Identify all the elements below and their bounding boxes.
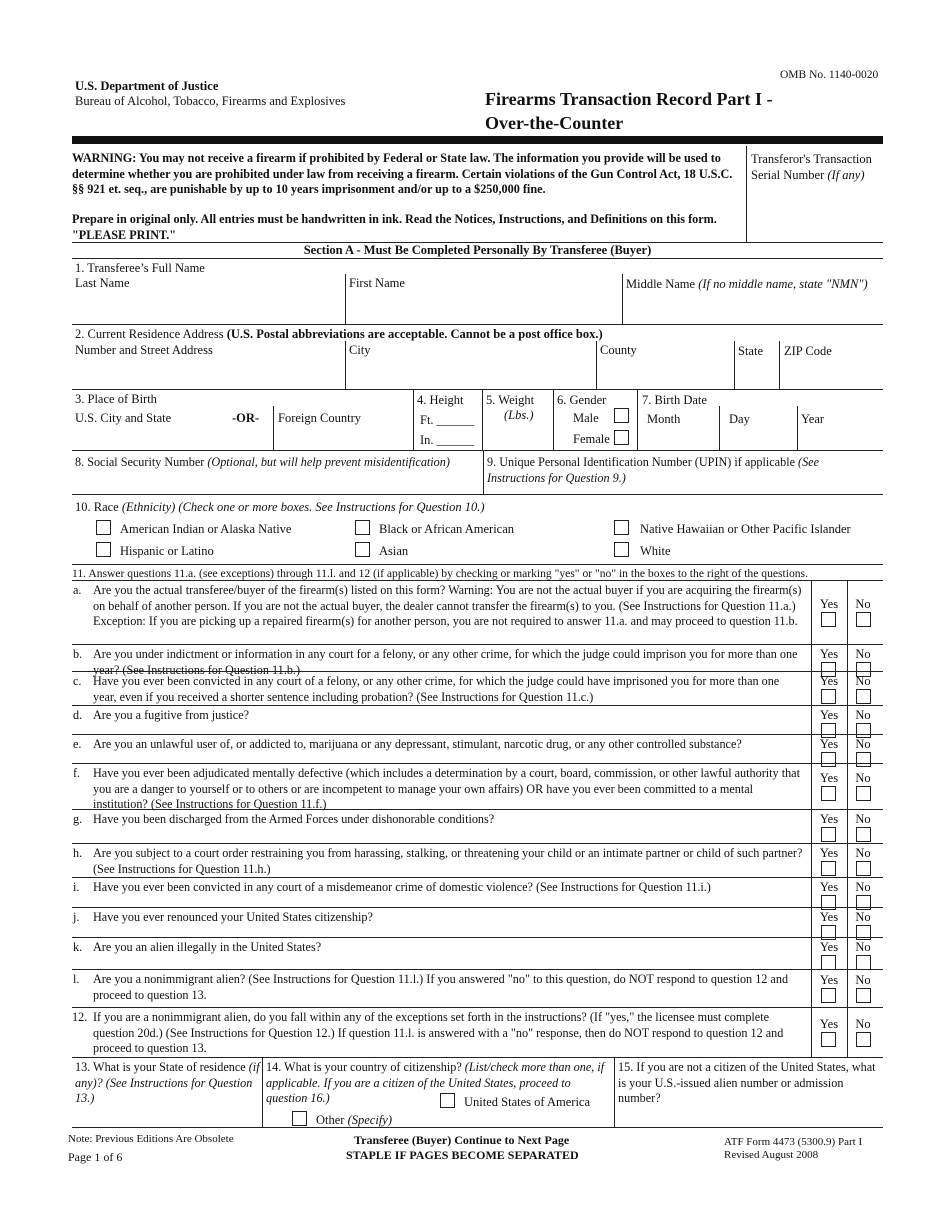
rule [72, 494, 883, 495]
us-city-state-label: U.S. City and State [75, 411, 172, 425]
q1-label: 1. Transferee’s Full Name [75, 261, 205, 275]
no-label: No [855, 880, 871, 894]
q13-state-of-residence [75, 1060, 260, 1107]
omb-number: OMB No. 1140-0020 [780, 69, 879, 81]
rule [72, 1127, 883, 1128]
q15-alien-number: 15. If you are not a citizen of the United States, what is your U.S.-issued alien number or admission number? [618, 1060, 876, 1105]
yes-label: Yes [819, 771, 839, 785]
yes-checkbox[interactable] [821, 612, 836, 627]
serial-note: (If any) [827, 167, 865, 182]
other-note: (Specify) [347, 1113, 393, 1127]
female-label: Female [573, 432, 610, 446]
rule [72, 450, 883, 451]
form-title-line2: Over-the-Counter [485, 113, 624, 133]
section-a-heading: Section A - Must Be Completed Personally By Transferee (Buyer) [303, 243, 652, 257]
question-text: If you are a nonimmigrant alien, do you fall within any of the exceptions set forth in the instructions? (If "yes," the licensee must complete question 20d.) (See Instructions for Question 12.) If question 11.l. is answered with a "no" response, then do NOT respond to question 12 and proceed to question 13. [93, 1010, 784, 1055]
race-hispanic-checkbox[interactable] [96, 542, 111, 557]
yes-checkbox[interactable] [821, 1032, 836, 1047]
yes-label: Yes [819, 880, 839, 894]
no-label: No [855, 647, 871, 661]
no-label: No [855, 910, 871, 924]
question-text: Have you been discharged from the Armed Forces under dishonorable conditions? [93, 812, 495, 826]
yes-checkbox[interactable] [821, 689, 836, 704]
no-checkbox[interactable] [856, 988, 871, 1003]
q2-label-text: 2. Current Residence Address [75, 327, 224, 341]
yes-checkbox[interactable] [821, 861, 836, 876]
question-text: Are you subject to a court order restraining you from harassing, stalking, or threatening your child or an intimate partner or child of such partner? (See Instructions for Question 11.h.) [93, 846, 803, 876]
divider [273, 406, 274, 450]
usa-label: United States of America [464, 1095, 591, 1109]
page-number: Page 1 of 6 [68, 1150, 123, 1164]
middle-name-label [626, 277, 868, 292]
street-label: Number and Street Address [75, 343, 213, 357]
question-letter: d. [73, 708, 83, 722]
no-label: No [855, 771, 871, 785]
question-letter: f. [73, 766, 81, 780]
q13-text: 13. What is your State of residence [75, 1060, 246, 1074]
race-american-indian-checkbox[interactable] [96, 520, 111, 535]
divider [596, 341, 597, 389]
race-black-checkbox[interactable] [355, 520, 370, 535]
last-name-label: Last Name [75, 276, 130, 290]
yes-label: Yes [819, 812, 839, 826]
no-checkbox[interactable] [856, 752, 871, 767]
no-label: No [855, 812, 871, 826]
serial-label-text: Transferor's Transaction Serial Number [751, 152, 872, 182]
no-column-divider [847, 580, 848, 1057]
no-checkbox[interactable] [856, 723, 871, 738]
divider [262, 1057, 263, 1127]
male-label: Male [573, 411, 599, 425]
race-white-checkbox[interactable] [614, 542, 629, 557]
q2-note: (U.S. Postal abbreviations are acceptable. Cannot be a post office box.) [226, 327, 603, 341]
q13-note: (if any)? (See Instructions for Question 13.) [75, 1060, 260, 1105]
q6-gender-label: 6. Gender [557, 393, 607, 407]
rule [72, 843, 883, 844]
yes-checkbox[interactable] [821, 752, 836, 767]
yes-label: Yes [819, 674, 839, 688]
q8-text: 8. Social Security Number [75, 455, 205, 469]
state-label: State [738, 344, 763, 358]
other-citizenship-checkbox[interactable] [292, 1111, 307, 1126]
divider [797, 406, 798, 450]
race-asian-checkbox[interactable] [355, 542, 370, 557]
rule [72, 907, 883, 908]
day-label: Day [729, 412, 750, 426]
middle-name-field[interactable] [626, 292, 881, 322]
question-letter: c. [73, 674, 82, 688]
no-label: No [855, 973, 871, 987]
question-letter: a. [73, 583, 82, 597]
divider [779, 341, 780, 389]
rule [72, 734, 883, 735]
continue-text: Transferee (Buyer) Continue to Next Page [354, 1133, 570, 1147]
obsolete-note: Note: Previous Editions Are Obsolete [68, 1133, 234, 1145]
yes-label: Yes [819, 846, 839, 860]
yes-column-divider [811, 580, 812, 1057]
rule [72, 671, 883, 672]
yes-label: Yes [819, 737, 839, 751]
yes-label: Yes [819, 597, 839, 611]
q7-birth-date-label: 7. Birth Date [642, 393, 707, 407]
question-text: Are you under indictment or information in any court for a felony, or any other crime, for which the judge could imprison you for more than one year? (See Instructions for Question 11.b.) [93, 647, 798, 677]
middle-name-text: Middle Name [626, 277, 696, 291]
question-text: Are you the actual transferee/buyer of the firearm(s) listed on this form? Warning: You are not the actual buyer if you are acquiring the firearm(s) on behalf of another person. If you are not the actual buyer, the dealer cannot transfer the firearm(s) to you. (See Instructions for Question 11.a.) Exception: If you are picking up a repaired firearm(s) for another person, you are not required to answer 11.a. and may proceed to question 11.b. [93, 583, 802, 628]
county-field[interactable] [600, 359, 731, 387]
no-label: No [855, 708, 871, 722]
weight-unit: (Lbs.) [504, 408, 534, 422]
month-label: Month [647, 412, 681, 426]
city-label: City [349, 343, 371, 357]
question-text: Are you an alien illegally in the United States? [93, 940, 322, 954]
q14-note: (List/check more than one, if applicable. If you are a citizen of the United States, proceed to question 16.) [266, 1060, 605, 1105]
yes-label: Yes [819, 910, 839, 924]
no-checkbox[interactable] [856, 861, 871, 876]
no-checkbox[interactable] [856, 827, 871, 842]
q9-text: 9. Unique Personal Identification Number (UPIN) if applicable [487, 455, 795, 469]
bureau-name: Bureau of Alcohol, Tobacco, Firearms and Explosives [75, 94, 346, 108]
yes-label: Yes [819, 1017, 839, 1031]
zip-field[interactable] [784, 359, 881, 387]
no-checkbox[interactable] [856, 955, 871, 970]
foreign-country-label: Foreign Country [278, 411, 361, 425]
race-option-label: American Indian or Alaska Native [120, 522, 292, 536]
first-name-field[interactable] [349, 292, 619, 322]
q9-note: (See Instructions for Question 9.) [487, 455, 820, 485]
question-letter: g. [73, 812, 83, 826]
yes-label: Yes [819, 973, 839, 987]
rule [72, 969, 883, 970]
rule [72, 877, 883, 878]
divider [637, 389, 638, 450]
q5-weight-label: 5. Weight [486, 393, 535, 407]
no-label: No [855, 846, 871, 860]
no-checkbox[interactable] [856, 612, 871, 627]
race-option-label: White [640, 544, 671, 558]
yes-label: Yes [819, 708, 839, 722]
rule [72, 809, 883, 810]
rule [72, 258, 883, 259]
q8-ssn-label [75, 455, 450, 470]
zip-label: ZIP Code [784, 344, 832, 358]
q8-note: (Optional, but will help prevent misidentification) [207, 455, 450, 469]
rule [72, 763, 883, 764]
no-label: No [855, 597, 871, 611]
question-text: Are you a nonimmigrant alien? (See Instructions for Question 11.l.) If you answered "no" to this question, do NOT respond to question 12 and proceed to question 13. [93, 972, 789, 1002]
divider [345, 341, 346, 389]
yes-checkbox[interactable] [821, 786, 836, 801]
male-checkbox[interactable] [614, 408, 629, 423]
question-letter: b. [73, 647, 83, 661]
divider [345, 274, 346, 324]
yes-label: Yes [819, 647, 839, 661]
yes-checkbox[interactable] [821, 955, 836, 970]
q10-race-label [75, 500, 485, 515]
q2-label [75, 327, 603, 342]
height-feet-field[interactable]: Ft. ______ [420, 413, 475, 427]
form-title-line1: Firearms Transaction Record Part I - [485, 89, 773, 109]
rule [72, 324, 883, 325]
rule [72, 1007, 883, 1008]
state-field[interactable] [738, 359, 776, 387]
street-field[interactable] [76, 359, 342, 387]
yes-label: Yes [819, 940, 839, 954]
divider [734, 341, 735, 389]
or-label: -OR- [232, 411, 260, 425]
race-option-label: Hispanic or Latino [120, 544, 214, 558]
divider [483, 450, 484, 494]
race-option-label: Black or African American [379, 522, 515, 536]
other-citizenship-label [316, 1113, 392, 1128]
header-rule [72, 136, 883, 144]
question-text: Are you a fugitive from justice? [93, 708, 250, 722]
prepare-instructions: Prepare in original only. All entries must be handwritten in ink. Read the Notices, Instructions, and Definitions on this form. "PLEASE PRINT." [72, 212, 717, 242]
county-label: County [600, 343, 637, 357]
female-checkbox[interactable] [614, 430, 629, 445]
question-text: Have you ever been adjudicated mentally defective (which includes a determination by a court, board, commission, or other lawful authority that you are a danger to yourself or to others or are incompetent to manage your own affairs) OR have you ever been committed to a mental institution? (See Instructions for Question 11.f.) [93, 766, 800, 811]
q10-text: 10. Race [75, 500, 119, 514]
rule [72, 644, 883, 645]
rule [72, 580, 883, 581]
no-label: No [855, 737, 871, 751]
q3-label: 3. Place of Birth [75, 392, 157, 406]
q10-note: (Ethnicity) (Check one or more boxes. See Instructions for Question 10.) [121, 500, 485, 514]
serial-divider [746, 146, 747, 242]
no-label: No [855, 940, 871, 954]
last-name-field[interactable] [76, 292, 342, 322]
form-number: ATF Form 4473 (5300.9) Part I [724, 1136, 863, 1148]
q4-height-label: 4. Height [417, 393, 464, 407]
usa-citizenship-checkbox[interactable] [440, 1093, 455, 1108]
question-letter: k. [73, 940, 83, 954]
question-text: Have you ever renounced your United States citizenship? [93, 910, 373, 924]
city-field[interactable] [349, 359, 593, 387]
rule [72, 937, 883, 938]
race-hawaiian-checkbox[interactable] [614, 520, 629, 535]
other-text: Other [316, 1113, 345, 1127]
question-letter: e. [73, 737, 82, 751]
divider [482, 389, 483, 450]
transaction-serial-label [751, 152, 887, 183]
department-name: U.S. Department of Justice [75, 79, 219, 93]
no-label: No [855, 674, 871, 688]
middle-name-note: (If no middle name, state "NMN") [698, 277, 868, 291]
staple-text: STAPLE IF PAGES BECOME SEPARATED [346, 1148, 579, 1162]
yes-checkbox[interactable] [821, 827, 836, 842]
rule [72, 564, 883, 565]
question-letter: 12. [72, 1010, 88, 1024]
yes-checkbox[interactable] [821, 988, 836, 1003]
no-checkbox[interactable] [856, 786, 871, 801]
rule [72, 1057, 883, 1058]
race-option-label: Native Hawaiian or Other Pacific Islander [640, 522, 851, 536]
question-text: Have you ever been convicted in any court of a misdemeanor crime of domestic violence? (See Instructions for Question 11.i.) [93, 880, 711, 894]
question-letter: i. [73, 880, 80, 894]
no-checkbox[interactable] [856, 689, 871, 704]
q11-intro: 11. Answer questions 11.a. (see exceptions) through 11.l. and 12 (if applicable) by checking or marking "yes" or "no" in the boxes to the right of the questions. [72, 567, 808, 580]
divider [622, 274, 623, 324]
divider [553, 389, 554, 450]
revised-date: Revised August 2008 [724, 1149, 819, 1161]
question-letter: l. [73, 972, 80, 986]
no-label: No [855, 1017, 871, 1031]
height-inches-field[interactable]: In. ______ [420, 433, 475, 447]
q14-text: 14. What is your country of citizenship? [266, 1060, 462, 1074]
question-letter: h. [73, 846, 83, 860]
question-letter: j. [73, 910, 80, 924]
divider [719, 406, 720, 450]
rule [72, 705, 883, 706]
year-label: Year [801, 412, 825, 426]
question-text: Have you ever been convicted in any court of a felony, or any other crime, for which the judge could have imprisoned you for more than one year, even if you received a shorter sentence including probation? (See Instructions for Question 11.c.) [93, 674, 780, 704]
divider [614, 1057, 615, 1127]
divider [413, 389, 414, 450]
yes-checkbox[interactable] [821, 723, 836, 738]
question-text: Are you an unlawful user of, or addicted to, marijuana or any depressant, stimulant, narcotic drug, or any other controlled substance? [93, 737, 742, 751]
warning-text: WARNING: You may not receive a firearm if prohibited by Federal or State law. The information you provide will be used to determine whether you are prohibited under law from receiving a firearm. Certain violations of the Gun Control Act, 18 U.S.C. §§ 921 et. seq., are punishable by up to 10 years imprisonment and/or up to a $250,000 fine. [72, 151, 733, 196]
rule [72, 389, 883, 390]
race-option-label: Asian [379, 544, 409, 558]
first-name-label: First Name [349, 276, 405, 290]
no-checkbox[interactable] [856, 1032, 871, 1047]
q9-upin-label [487, 455, 877, 486]
